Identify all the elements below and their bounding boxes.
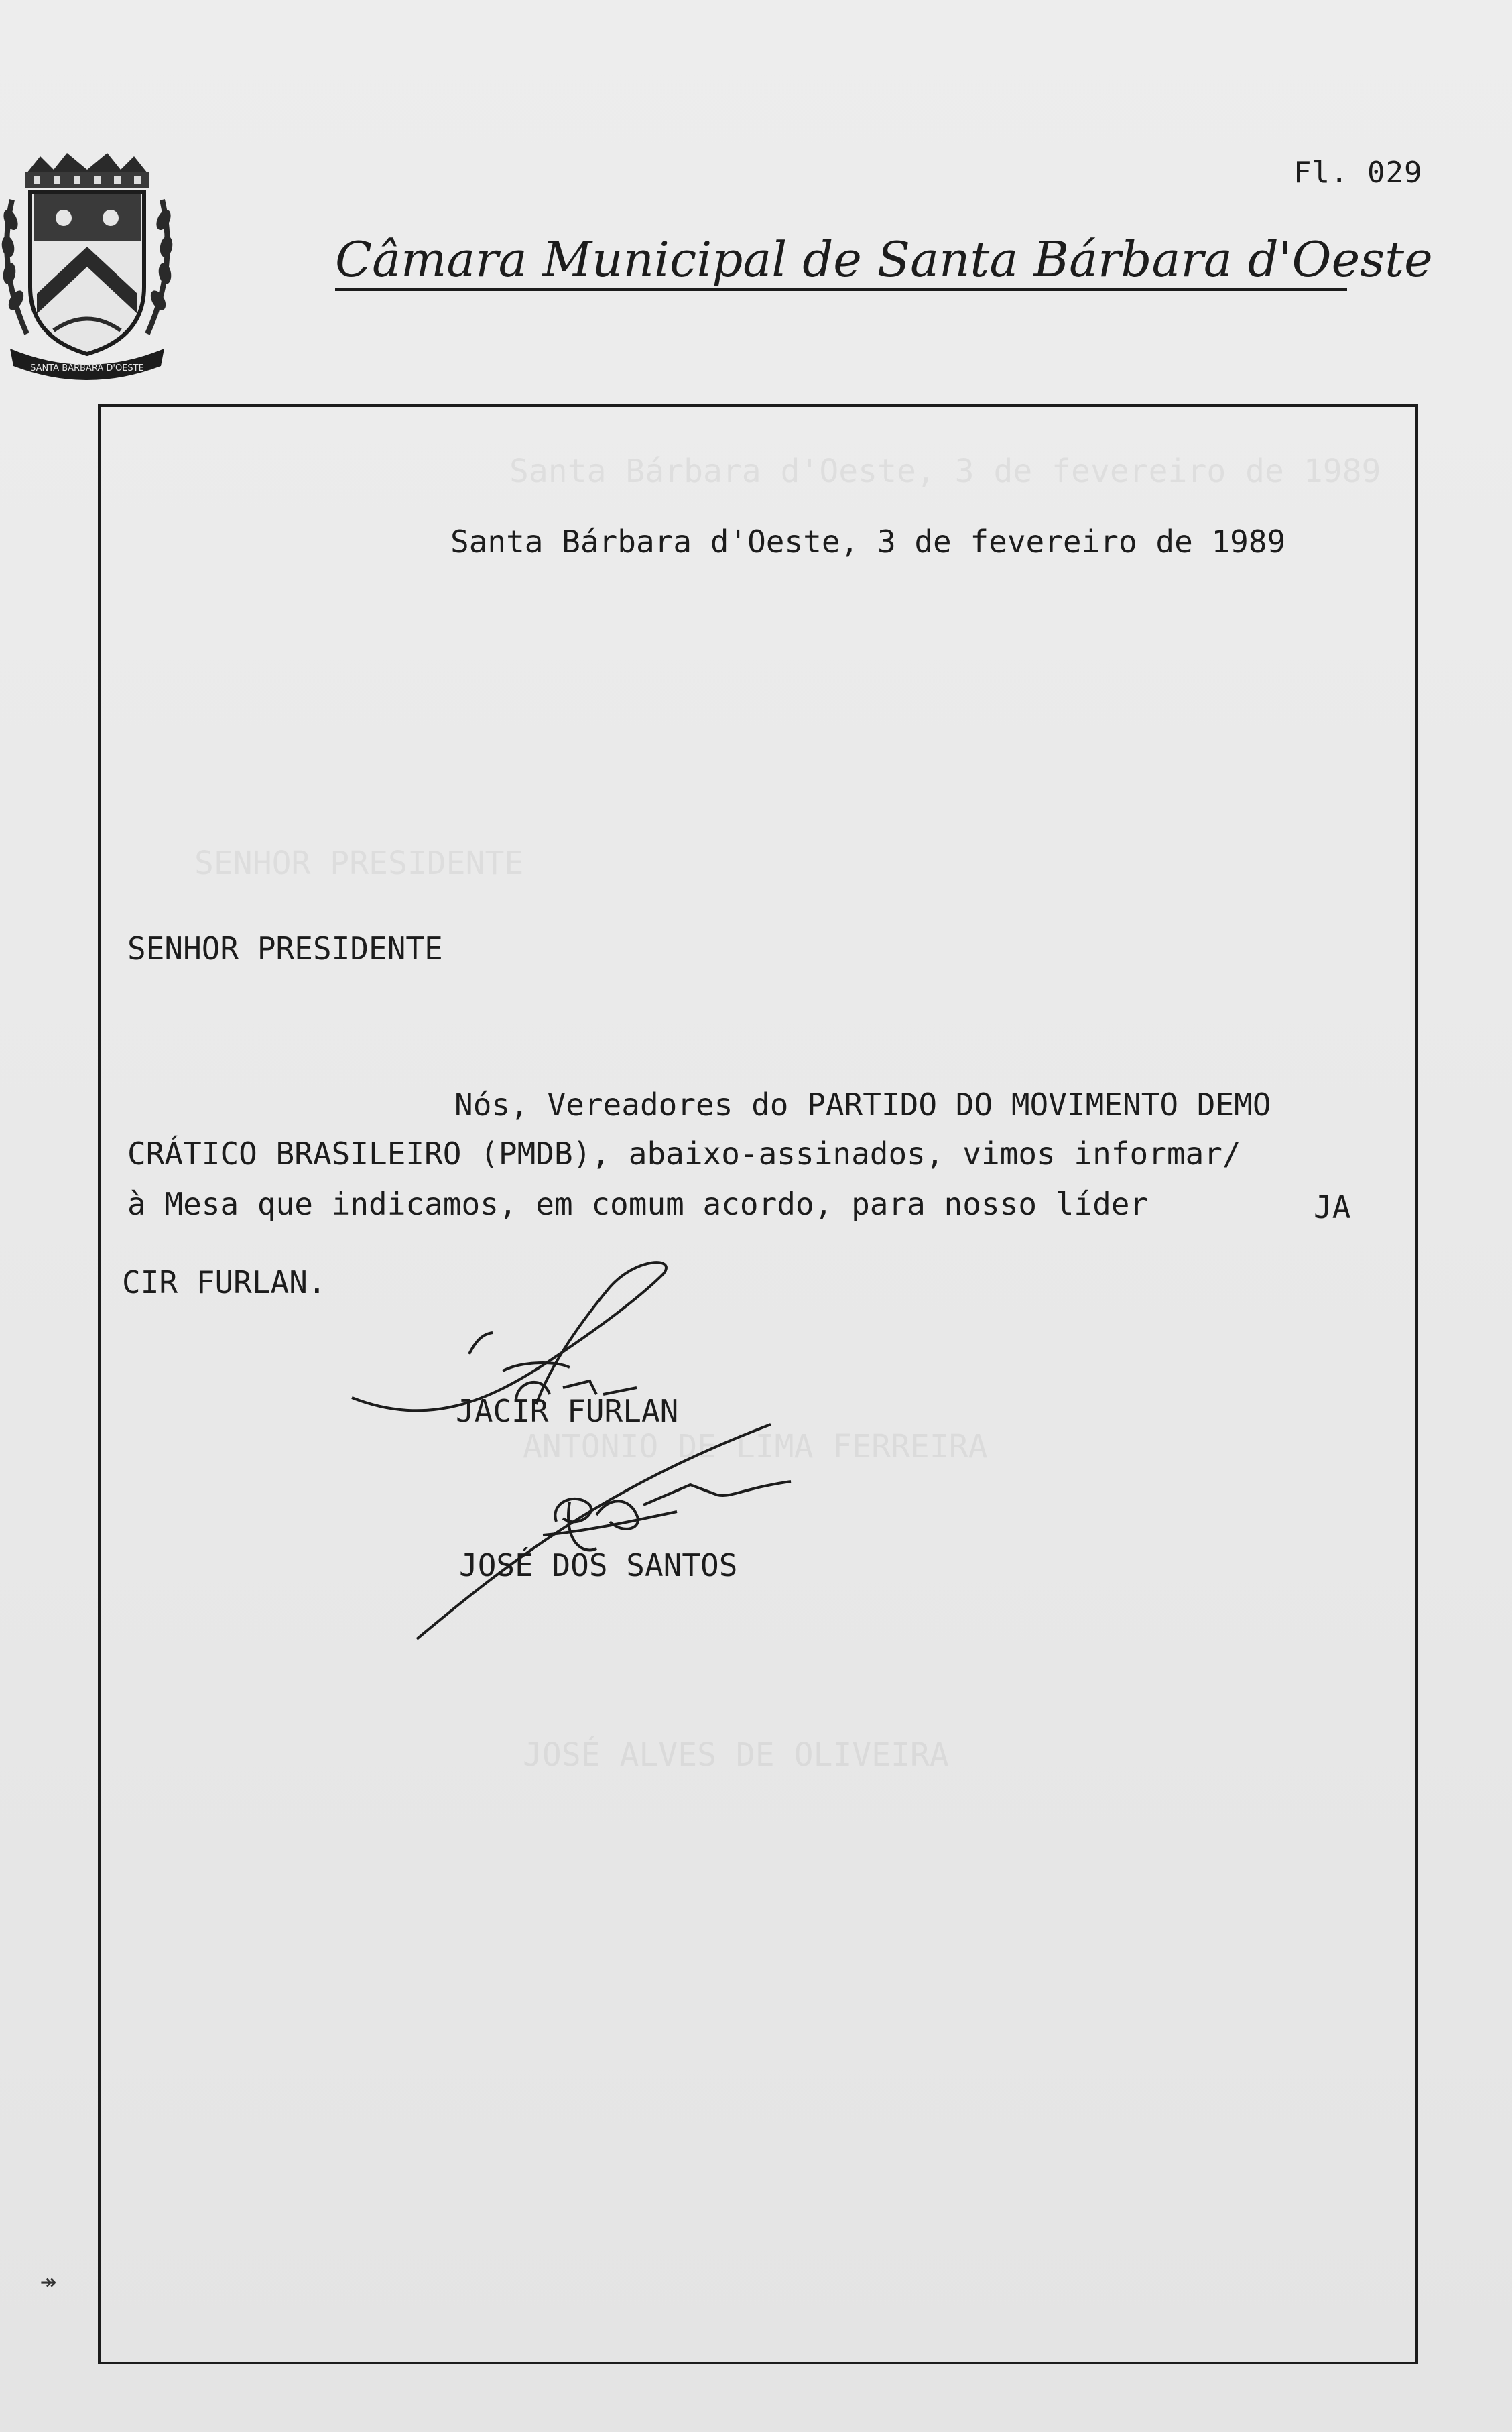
body-line-4: CIR FURLAN. [122,1264,326,1300]
municipal-crest-icon [0,153,174,387]
folio-number: Fl. 029 [1294,156,1423,190]
letter-frame [98,404,1418,2364]
show-through-text: SENHOR PRESIDENTE [194,845,524,882]
body-line-3-end: JA [1314,1189,1351,1225]
show-through-text: Santa Bárbara d'Oeste, 3 de fevereiro de 1989 [509,452,1381,490]
body-line-1: Nós, Vereadores do PARTIDO DO MOVIMENTO DEMO [454,1087,1271,1123]
signature-jose-dos-santos [409,1421,798,1649]
body-line-2: CRÁTICO BRASILEIRO (PMDB), abaixo-assinados, vimos informar/ [127,1136,1241,1172]
letterhead-rule [335,288,1347,291]
salutation: SENHOR PRESIDENTE [127,930,443,967]
show-through-text: JOSÉ ALVES DE OLIVEIRA [523,1736,949,1774]
crest-ribbon-text: SANTA BARBARA D'OESTE [30,363,144,373]
signatory-1-name: JACIR FURLAN [456,1393,679,1429]
signatory-2-name: JOSÉ DOS SANTOS [459,1547,738,1583]
body-line-3: à Mesa que indicamos, em comum acordo, para nosso líder [127,1186,1149,1222]
show-through-text: ANTONIO DE LIMA FERREIRA [523,1428,988,1465]
margin-arrow-icon: ↠ [40,2266,57,2297]
date-line: Santa Bárbara d'Oeste, 3 de fevereiro de 1989 [450,524,1286,560]
letterhead-title: Câmara Municipal de Santa Bárbara d'Oeste [335,231,1433,288]
